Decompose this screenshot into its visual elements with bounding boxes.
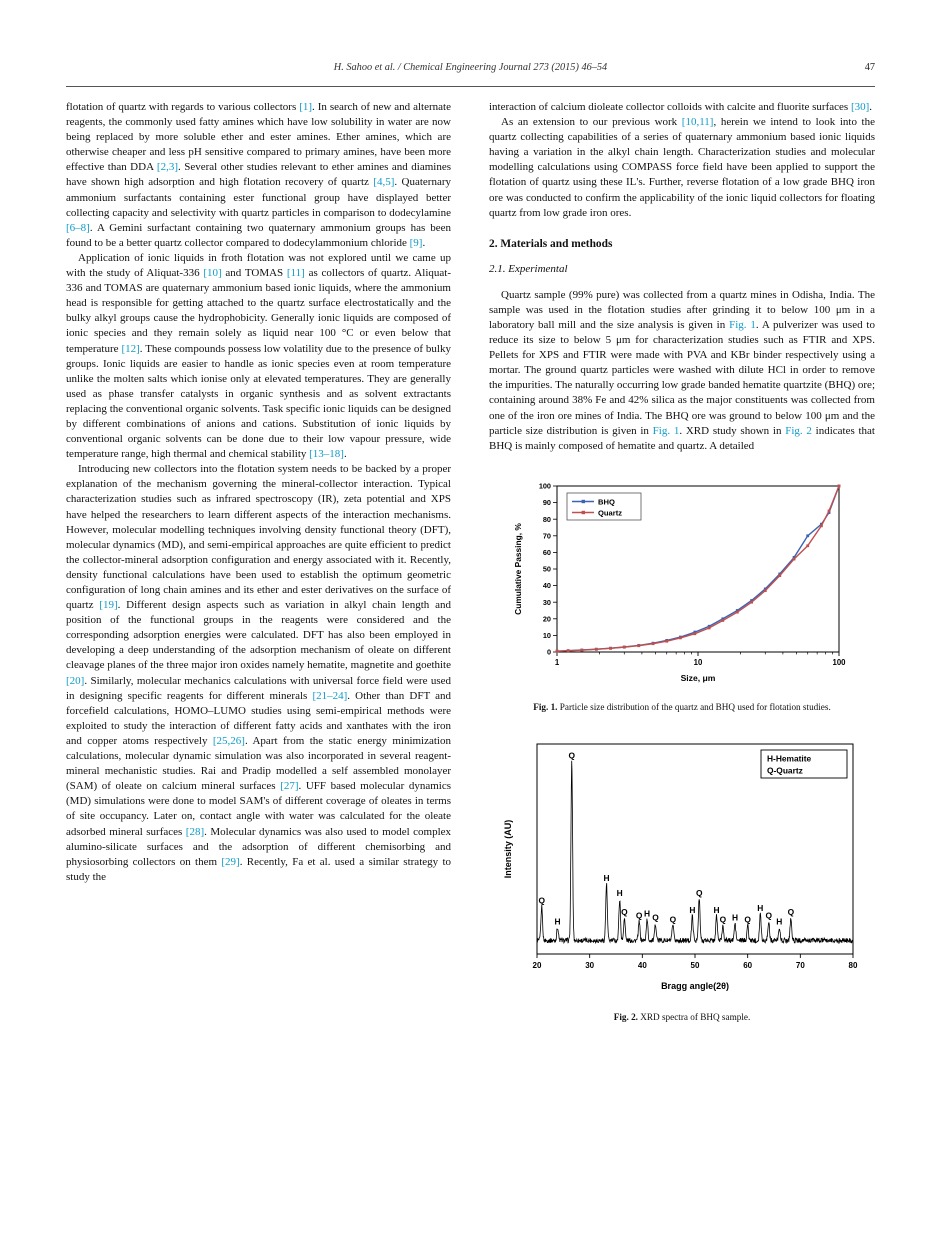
subsection-heading-experimental: 2.1. Experimental (489, 262, 568, 275)
body-text: Introducing new collectors into the flotation system needs to be backed by a proper explanation of the mechanism governing the mineral-collector interaction. Typical characterization studies such as infrared spectroscopy (IR), zeta potential and XPS have helped the researchers to learn different aspects of the interaction mechanisms. However, molecular modelling techniques involving density functional theory (DFT), molecular dynamics (MD), and semi-empirical approaches are quite efficient to predict the collector-mineral adsorption configuration and energy associated with it. Recently, density functional calculations have been used to establish the optimum geometric configuration of long chain amines and its ether and ester derivatives on the surface of quartz (66, 463, 451, 612)
citation-link[interactable]: Fig. 2 (785, 424, 812, 437)
svg-text:40: 40 (637, 960, 647, 970)
body-text: . (422, 236, 426, 249)
svg-text:Q: Q (765, 910, 772, 921)
svg-text:Q: Q (621, 906, 628, 917)
body-text: . Quaternary ammonium surfactants containing ester functional group have displayed better collecting capacity and selectivity with quartz particles in comparison to dodecylamine (66, 176, 451, 219)
citation-link[interactable]: [6–8] (66, 221, 90, 234)
svg-text:50: 50 (690, 960, 700, 970)
citation-link[interactable]: [12] (121, 342, 140, 355)
svg-text:Q: Q (787, 906, 795, 917)
fig1-caption-label: Fig. 1. (533, 701, 558, 712)
body-text: . Recently, Fa et al. used a similar strategy to study the (66, 855, 452, 883)
body-text: flotation of quartz with regards to various collectors (66, 101, 300, 113)
citation-link[interactable]: [2,3] (156, 161, 178, 174)
body-text: Application of ionic liquids in froth flotation was not explored until we came up with the study of Aliquat-336 (66, 251, 451, 280)
svg-text:Quartz: Quartz (598, 508, 623, 518)
citation-link[interactable]: [13–18] (309, 448, 344, 461)
svg-text:BHQ: BHQ (598, 497, 615, 507)
svg-text:Q: Q (635, 910, 643, 921)
body-text: Quartz sample (99% pure) was collected from a quartz mines in Odisha, India. The sample was used in the flotation studies after grinding it to below 100 μm in a laboratory ball mill and the size analysis is given in (489, 288, 875, 331)
paragraph (489, 100, 875, 115)
body-text: . Different design aspects such as variation in alkyl chain length and position of the functional groups in the reagents were considered and the corresponding adsorption energies were calculated. DFT has also been employed in developing a deep understanding of the adsorption mechanism of oleate on different cleavage planes of the three major iron oxides namely hematite, magnetite and goethite (66, 599, 451, 672)
citation-link[interactable]: [25,26] (212, 734, 245, 747)
body-text: . Other than DFT and forcefield calculations, HOMO–LUMO studies using semi-empirical methods were exploited to study the interaction of different fatty acids and xanthates with the iron and copper atoms respectively (66, 689, 451, 747)
citation-link[interactable]: Fig. 1 (652, 424, 680, 437)
svg-text:50: 50 (542, 564, 551, 574)
body-text: and TOMAS (221, 267, 287, 280)
body-text: , herein we intend to look into the quartz collecting capabilities of a series of quaternary ammonium based ionic liquids having a variation in the alkyl chain length. Characterization studies and molecular modelling calculations using COMPASS force field have been applied to support the flotation of quartz using these IL's. Further, reverse flotation of a low grade BHQ iron ore was conducted to confirm the applicability of the ionic liquid collectors for floating quartz from low grade iron ores. (489, 116, 875, 219)
body-text: . UFF based molecular dynamics (MD) simulations were done to model SAM's of different coverage of oleates in terms of site occupancy. Later on, contact angle with water was calculated for the oleate adsorbed mineral surfaces (66, 780, 451, 838)
citation-link[interactable]: [27] (280, 780, 299, 793)
body-text: as collectors of quartz. Aliquat-336 and TOMAS are quaternary ammonium based ionic liquids, where the ammonium head is responsible for getting attached to the quartz surface electrostatically and the bulky alkyl groups cause the hydrophobicity. Generally ionic liquids are composed of ionic species and they remain solely as liquid near 100 °C or even below that temperature (66, 267, 451, 355)
svg-text:Q-Quartz: Q-Quartz (767, 765, 803, 776)
svg-text:100: 100 (538, 481, 551, 491)
svg-text:70: 70 (795, 960, 805, 970)
running-head: H. Sahoo et al. / Chemical Engineering Journal 273 (2015) 46–54 (333, 62, 608, 73)
svg-text:10: 10 (693, 657, 703, 667)
fig2-xrd-spectra-chart (499, 734, 865, 998)
svg-text:H: H (616, 887, 623, 898)
body-text: . A pulverizer was used to reduce its size to below 5 μm for characterization studies such as FTIR and XPS. Pellets for XPS and FTIR were made with PVA and KBr binder respectively using a mortar. The ground quartz particles were washed with dilute HCl in order to remove the impurities. The naturally occurring low grade banded hematite quartzite (BHQ) ore; containing around 38% Fe and 42% silica as the major constituents was collected from one of the iron ore mines of India. The BHQ ore was ground to below 100 μm and the particle size distribution is given in (489, 318, 875, 437)
svg-text:30: 30 (542, 597, 551, 607)
citation-link[interactable]: [28] (185, 825, 205, 838)
paragraph (66, 251, 451, 462)
figure-1 (489, 476, 875, 712)
fig1-caption (489, 702, 875, 712)
paragraph (489, 115, 875, 221)
body-text: interaction of calcium dioleate collector colloids with calcite and fluorite surfaces (489, 101, 851, 113)
page-number: 47 (864, 62, 875, 73)
body-text: indicates that BHQ is mainly composed of hematite and quartz. A detailed (489, 424, 875, 452)
svg-text:Size, μm: Size, μm (680, 672, 716, 683)
paragraph (489, 288, 875, 454)
svg-text:60: 60 (743, 960, 753, 970)
svg-text:H-Hematite: H-Hematite (767, 753, 812, 764)
citation-link[interactable]: [29] (221, 855, 240, 868)
svg-text:Q: Q (719, 914, 727, 925)
fig1-caption-text: Particle size distribution of the quartz and BHQ used for flotation studies. (559, 701, 831, 712)
body-text: . Similarly, molecular mechanics calculations with universal force field were used in designing specific reagents for different minerals (66, 674, 451, 702)
body-text: . Apart from the static energy minimization calculations, molecular dynamic simulation was also incorporated in several reagent-mineral mechanistic studies. Rai and Pradip modelled a self assembled monolayer (SAM) of oleate on calcium mineral surfaces (66, 734, 451, 793)
body-text: . Molecular dynamics was also used to model complex alumino-silicate surfaces and the adsorption of different chemisorbing and physiosorbing collectors on them (66, 825, 452, 868)
svg-text:H: H (757, 902, 764, 913)
svg-text:0: 0 (546, 647, 551, 657)
svg-text:60: 60 (542, 547, 551, 557)
fig1-particle-size-chart (511, 476, 853, 688)
citation-link[interactable]: [10] (203, 267, 222, 280)
svg-text:80: 80 (542, 514, 551, 524)
svg-text:H: H (713, 904, 720, 915)
svg-text:70: 70 (542, 531, 551, 541)
svg-text:30: 30 (585, 960, 595, 970)
citation-link[interactable]: [9] (409, 236, 423, 249)
experimental-text (489, 288, 875, 454)
svg-text:Cumulative Passing, %: Cumulative Passing, % (513, 522, 523, 615)
svg-text:20: 20 (542, 614, 551, 624)
body-text: . These compounds possess low volatility due to the presence of bulky groups. Ionic liquids are easier to handle as ionic species even at room temperature unlike the molten salts which ionise only at elevated temperatures. They are generally used as phase transfer catalysts in organic synthesis and as solvent extractants replacing the conventional organic solvents. Task specific ionic liquids can be designed by different combinations of anions and cations. Substitution of ionic liquids by conventional organic solvents can be done due to their low vapour pressure, wide temperature range, high thermal and chemical stability (66, 342, 451, 461)
svg-text:100: 100 (832, 657, 846, 667)
svg-text:Q: Q (568, 750, 576, 761)
citation-link[interactable]: Fig. 1 (729, 318, 756, 331)
body-text: . (869, 101, 873, 113)
svg-text:Q: Q (669, 914, 677, 925)
body-text: . A Gemini surfactant containing two quaternary ammonium groups has been found to be a better quartz collector compared to dodecylammonium chloride (66, 221, 451, 249)
body-text: . (343, 448, 347, 461)
svg-text:Bragg angle(2θ): Bragg angle(2θ) (661, 980, 729, 991)
citation-link[interactable]: [20] (66, 674, 85, 687)
svg-text:H: H (689, 904, 696, 915)
citation-link[interactable]: [19] (99, 599, 118, 612)
fig2-caption-text: XRD spectra of BHQ sample. (640, 1011, 751, 1022)
svg-text:90: 90 (542, 497, 551, 507)
citation-link[interactable]: [21–24] (312, 689, 348, 702)
svg-text:Q: Q (538, 895, 545, 906)
svg-text:H: H (554, 916, 561, 927)
svg-text:1: 1 (554, 657, 560, 667)
section-heading-materials-methods: 2. Materials and methods (489, 237, 613, 250)
svg-text:40: 40 (542, 580, 551, 590)
svg-text:H: H (603, 872, 610, 883)
citation-link[interactable]: [10,11] (681, 116, 714, 129)
body-text: . In search of new and alternate reagents, the commonly used fatty amines which have low solubility in water are now being replaced by more soluble ether and ester amines. Ether amines, which are otherwise cheaper and less pH sensitive compared to primary amines, have been more effective than DDA (66, 101, 451, 174)
citation-link[interactable]: [1] (299, 101, 313, 113)
right-column (489, 100, 875, 1022)
header-rule (66, 86, 875, 87)
citation-link[interactable]: [4,5] (373, 176, 395, 189)
svg-text:Q: Q (695, 887, 703, 898)
svg-text:10: 10 (542, 630, 551, 640)
svg-text:Intensity (AU): Intensity (AU) (503, 819, 513, 879)
body-text: . Several other studies relevant to ether amines and diamines have shown high adsorption and high flotation recovery of quartz (66, 161, 451, 189)
svg-text:Q: Q (652, 912, 659, 923)
svg-text:80: 80 (848, 960, 858, 970)
right-column-intro (489, 100, 875, 221)
paragraph (66, 462, 451, 885)
svg-text:20: 20 (532, 960, 542, 970)
page-header (66, 62, 875, 80)
left-column (66, 100, 451, 885)
fig2-caption-label: Fig. 2. (613, 1011, 638, 1022)
svg-text:Q: Q (744, 914, 751, 925)
body-text: As an extension to our previous work (501, 116, 682, 129)
fig2-caption (489, 1012, 875, 1022)
svg-text:H: H (731, 912, 739, 923)
citation-link[interactable]: [30] (850, 101, 870, 113)
figure-2 (489, 734, 875, 1022)
paragraph (66, 100, 451, 251)
citation-link[interactable]: [11] (286, 267, 305, 280)
body-text: . XRD study shown in (679, 424, 786, 437)
svg-text:H: H (776, 916, 783, 927)
svg-text:H: H (644, 908, 651, 919)
